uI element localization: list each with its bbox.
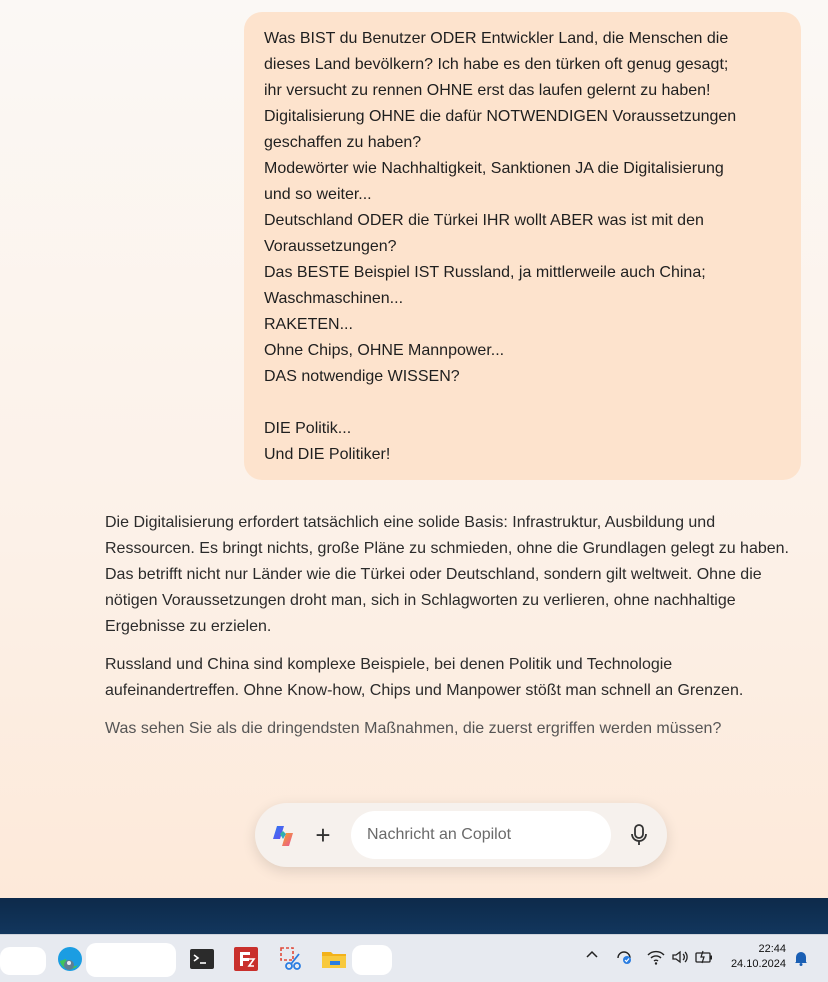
- user-message-line: Ohne Chips, OHNE Mannpower...: [264, 342, 505, 359]
- redacted-area: [86, 943, 176, 977]
- chevron-up-icon[interactable]: [584, 947, 600, 963]
- user-message-line: ihr versucht zu rennen OHNE erst das laufen gelernt zu haben!: [264, 82, 711, 99]
- user-message-line: geschaffen zu haben?: [264, 134, 422, 151]
- terminal-icon[interactable]: [186, 943, 218, 975]
- redacted-area: [352, 945, 392, 975]
- assistant-question: Was sehen Sie als die dringendsten Maßnahmen, die zuerst ergriffen werden müssen?: [105, 720, 722, 737]
- user-message-line: Waschmaschinen...: [264, 290, 404, 307]
- redacted-area: [0, 947, 46, 975]
- user-message-line: Deutschland ODER die Türkei IHR wollt ABER was ist mit den: [264, 212, 704, 229]
- edge-icon[interactable]: [54, 943, 86, 975]
- notification-bell-icon[interactable]: [792, 949, 810, 967]
- user-message-line: dieses Land bevölkern? Ich habe es den türken oft genug gesagt;: [264, 56, 729, 73]
- copilot-logo-icon[interactable]: [270, 823, 296, 849]
- user-message-line: RAKETEN...: [264, 316, 353, 333]
- battery-icon[interactable]: [694, 947, 714, 967]
- add-attachment-button[interactable]: +: [315, 820, 331, 850]
- microphone-icon[interactable]: [625, 821, 653, 849]
- filezilla-icon[interactable]: [230, 943, 262, 975]
- assistant-paragraph: Russland und China sind komplexe Beispiele, bei denen Politik und Technologie aufeinandertreffen. Ohne Know-how, Chips und Manpower stößt man schnell an Grenzen.: [105, 656, 744, 699]
- user-message-line: Das BESTE Beispiel IST Russland, ja mittlerweile auch China;: [264, 264, 706, 281]
- system-clock[interactable]: [722, 942, 786, 972]
- user-message-line: DIE Politik...: [264, 420, 352, 437]
- user-message-line: [264, 390, 781, 416]
- message-input-placeholder: Nachricht an Copilot: [367, 826, 512, 843]
- volume-icon[interactable]: [670, 947, 690, 967]
- wifi-icon[interactable]: [646, 947, 666, 967]
- user-message-line: und so weiter...: [264, 186, 372, 203]
- clock-date: 24.10.2024: [730, 958, 786, 970]
- snipping-tool-icon[interactable]: [275, 943, 307, 975]
- user-message-bubble: [244, 12, 801, 480]
- sync-status-icon[interactable]: [614, 947, 634, 967]
- user-message-line: DAS notwendige WISSEN?: [264, 368, 460, 385]
- user-message-line: Digitalisierung OHNE die dafür NOTWENDIGEN Voraussetzungen: [264, 108, 737, 125]
- clock-time: 22:44: [758, 943, 786, 955]
- message-input[interactable]: [351, 811, 611, 859]
- message-composer: [255, 803, 667, 867]
- user-message-line: Voraussetzungen?: [264, 238, 397, 255]
- assistant-message: [105, 510, 795, 754]
- user-message-line: Und DIE Politiker!: [264, 446, 391, 463]
- taskbar: [0, 934, 828, 982]
- assistant-paragraph: Die Digitalisierung erfordert tatsächlich eine solide Basis: Infrastruktur, Ausbildung und Ressourcen. Es bringt nichts, große Pläne zu schmieden, ohne die Grundlagen gelegt zu haben. Das betrifft nicht nur Länder wie die Türkei oder Deutschland, sondern gilt weltweit. Ohne die nötigen Voraussetzungen droht man, sich in Schlagworten zu verlieren, ohne nachhaltige Ergebnisse zu erzielen.: [105, 514, 789, 635]
- desktop-background: [0, 898, 828, 934]
- user-message-line: Modewörter wie Nachhaltigkeit, Sanktionen JA die Digitalisierung: [264, 160, 724, 177]
- user-message-line: Was BIST du Benutzer ODER Entwickler Land, die Menschen die: [264, 30, 729, 47]
- file-explorer-icon[interactable]: [318, 943, 350, 975]
